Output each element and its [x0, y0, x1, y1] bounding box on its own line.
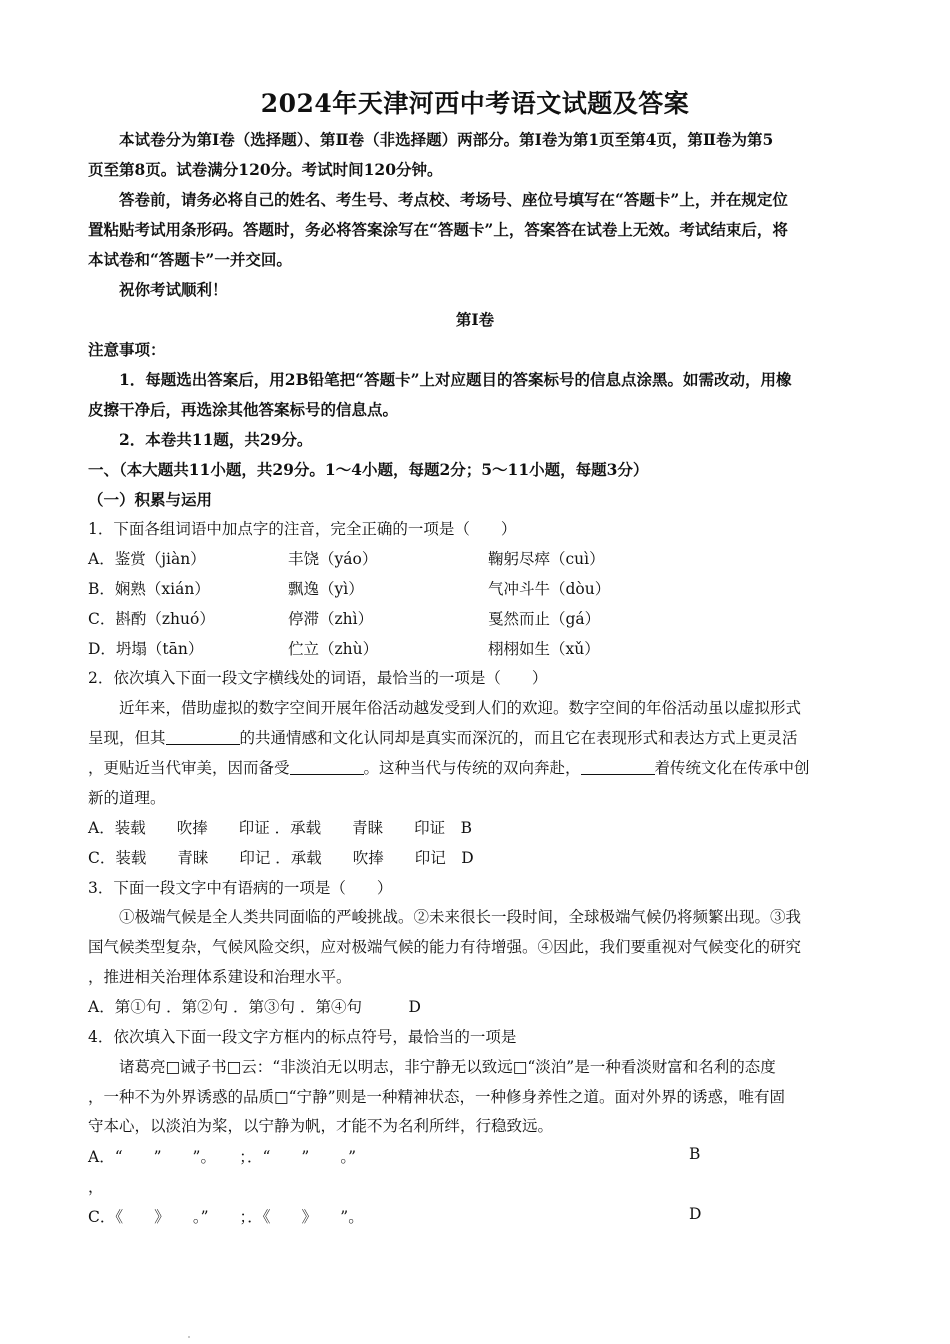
- passage-line: 新的道理。: [88, 789, 166, 807]
- option-cell: 飘逸（yì）: [288, 580, 364, 598]
- section-title: 第Ⅰ卷: [455, 310, 495, 329]
- fill-blank: [290, 757, 364, 775]
- option-letter: B: [689, 1145, 701, 1163]
- fill-blank: [581, 757, 655, 775]
- note-item: 皮擦干净后，再选涂其他答案标号的信息点。: [88, 400, 399, 419]
- passage-line: ，推进相关治理体系建设和治理水平。: [88, 968, 352, 986]
- option-line: A．第①句 ．第②句 ．第③句 ．第④句 D: [88, 998, 421, 1016]
- option-cell: 气冲斗牛（dòu）: [488, 580, 611, 598]
- note-item: 2．本卷共11题，共29分。: [119, 430, 313, 449]
- note-item: 1．每题选出答案后，用2B铅笔把“答题卡”上对应题目的答案标号的信息点涂黑。如需改动，用橡: [119, 370, 792, 389]
- option-letter: D: [689, 1205, 702, 1223]
- question-stem: 3．下面一段文字中有语病的一项是（ ）: [88, 879, 393, 897]
- part-heading: 一、（本大题共11小题，共29分。1～4小题，每题2分；5～11小题，每题3分）: [88, 460, 649, 479]
- option-line: A．“ ” ”。 ；．“ ” 。”: [88, 1148, 356, 1166]
- fill-blank: [166, 727, 240, 745]
- passage-line: 近年来，借助虚拟的数字空间开展年俗活动越发受到人们的欢迎。数字空间的年俗活动虽以虚拟形式: [119, 699, 802, 717]
- option-cell: C．斟酌（zhuó）: [88, 610, 215, 628]
- option-cell: A．鉴赏（jiàn）: [88, 550, 206, 568]
- option-line: C．装载 青睐 印记 ．承载 吹捧 印记 D: [88, 849, 474, 867]
- option-cell: 戛然而止（gá）: [488, 610, 601, 628]
- intro-paragraph-line: 置粘贴考试用条形码。答题时，务必将答案涂写在“答题卡”上，答案答在试卷上无效。考试结束后，将: [88, 220, 788, 239]
- passage-text: 。这种当代与传统的双向奔赴，: [363, 759, 581, 777]
- intro-paragraph-line: 答卷前，请务必将自己的姓名、考生号、考点校、考场号、座位号填写在“答题卡”上，并在规定位: [119, 190, 788, 209]
- option-cell: 栩栩如生（xǔ）: [488, 640, 600, 658]
- passage-line: 诸葛亮□诫子书□云：“非淡泊无以明志，非宁静无以致远□“淡泊”是一种看淡财富和名利的态度: [119, 1058, 776, 1076]
- question-stem: 4．依次填入下面一段文字方框内的标点符号，最恰当的一项是: [88, 1028, 517, 1046]
- passage-line: [88, 726, 863, 748]
- footer-dot: [188, 1336, 190, 1338]
- passage-line: ①极端气候是全人类共同面临的严峻挑战。②未来很长一段时间，全球极端气候仍将频繁出现。③我: [119, 908, 802, 926]
- option-line: A．装载 吹捧 印证 ．承载 青睐 印证 B: [88, 819, 473, 837]
- intro-paragraph-line: 页至第8页。试卷满分120分。考试时间120分钟。: [88, 160, 443, 179]
- passage-text: 的共通情感和文化认同却是真实而深沉的，而且它在表现形式和表达方式上更灵活: [239, 729, 798, 747]
- question-stem: 2．依次填入下面一段文字横线处的词语，最恰当的一项是（ ）: [88, 669, 548, 687]
- passage-text: ，更贴近当代审美，因而备受: [88, 759, 290, 777]
- wish-text: 祝你考试顺利！: [119, 280, 228, 299]
- option-cell: 停滞（zhì）: [288, 610, 374, 628]
- option-cell: 鞠躬尽瘁（cuì）: [488, 550, 605, 568]
- notes-heading: 注意事项：: [88, 340, 166, 359]
- passage-line: [88, 756, 863, 778]
- passage-line: 守本心，以淡泊为桨，以宁静为帆，才能不为名利所绊，行稳致远。: [88, 1117, 554, 1135]
- option-cell: B．娴熟（xián）: [88, 580, 210, 598]
- sub-heading: （一）积累与运用: [88, 490, 213, 509]
- intro-paragraph-line: 本试卷和“答题卡”一并交回。: [88, 250, 292, 269]
- passage-text: 呈现，但其: [88, 729, 166, 747]
- intro-paragraph-line: 本试卷分为第Ⅰ卷（选择题）、第Ⅱ卷（非选择题）两部分。第Ⅰ卷为第1页至第4页，第Ⅱ卷为第5: [119, 130, 774, 149]
- page-title: 2024年天津河西中考语文试题及答案: [260, 89, 690, 118]
- option-line: C．《 》 。” ；．《 》 ”。: [88, 1208, 364, 1226]
- passage-line: 国气候类型复杂，气候风险交织，应对极端气候的能力有待增强。④因此，我们要重视对气候变化的研究: [88, 938, 802, 956]
- passage-line: ，一种不为外界诱惑的品质□“宁静”则是一种精神状态，一种修身养性之道。面对外界的诱惑，唯有固: [88, 1088, 785, 1106]
- question-stem: 1．下面各组词语中加点字的注音，完全正确的一项是（ ）: [88, 520, 517, 538]
- option-cell: 丰饶（yáo）: [288, 550, 378, 568]
- stray-comma: ，: [88, 1178, 104, 1196]
- passage-text: 着传统文化在传承中创: [654, 759, 810, 777]
- option-cell: D．坍塌（tān）: [88, 640, 204, 658]
- option-cell: 伫立（zhù）: [288, 640, 379, 658]
